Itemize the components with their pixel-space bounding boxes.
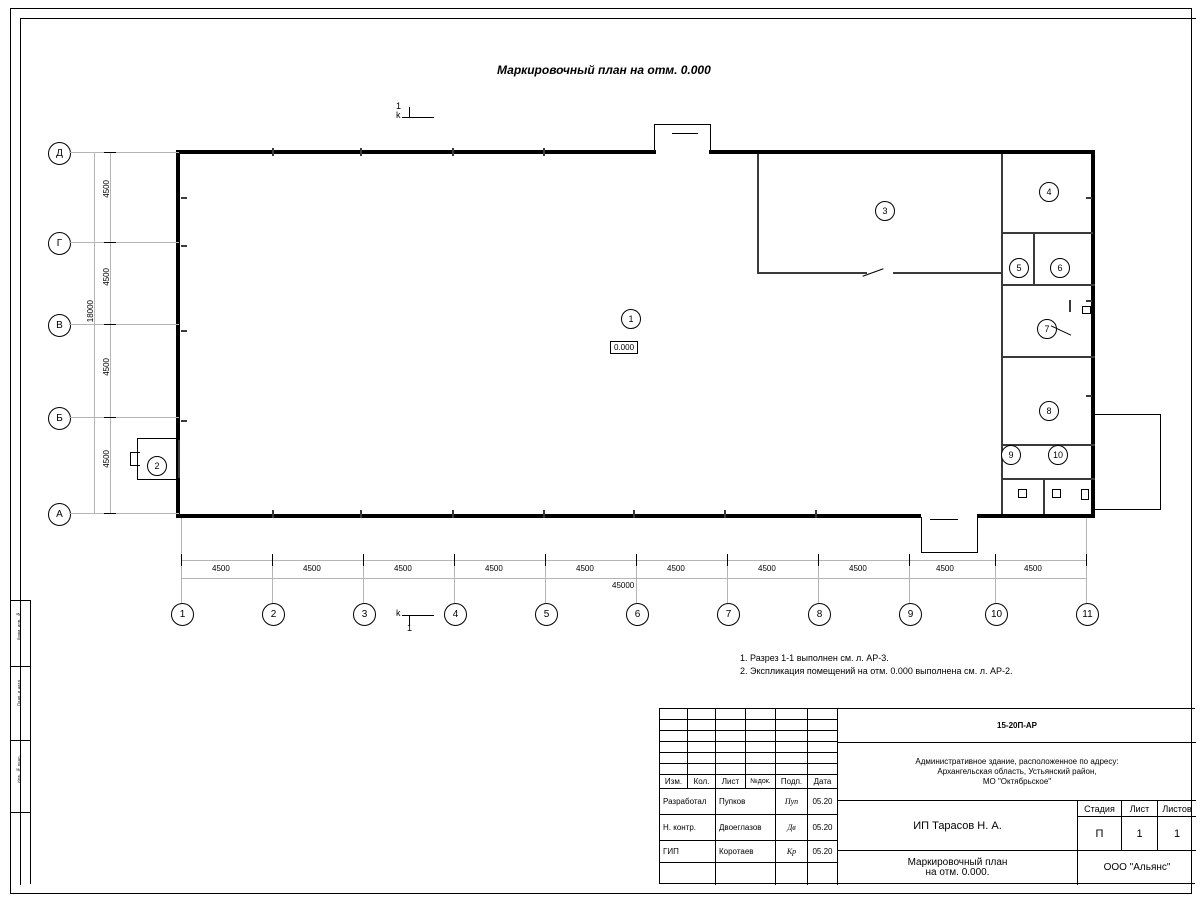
fixture-wc-1: [1018, 489, 1027, 498]
dim-tick-v-0: [104, 152, 116, 153]
dim-tick-v-4: [104, 513, 116, 514]
room-label-5: 5: [1009, 258, 1029, 278]
porch-left-wall: [137, 438, 138, 479]
rev-grid-r0c1: [688, 709, 716, 720]
window-tick-left-2: [181, 245, 187, 247]
axis-circle-3: 3: [353, 603, 376, 626]
axis-line-3: [363, 560, 364, 603]
axis-circle-В: В: [48, 314, 71, 337]
rev-header-podp: Подп.: [776, 775, 808, 789]
role-extra-blank-3: [776, 863, 808, 885]
axis-line-Г: [69, 242, 179, 243]
dim-tick-h-1: [272, 554, 273, 566]
room-label-10: 10: [1048, 445, 1068, 465]
rev-grid-r5c0: [660, 764, 688, 775]
axis-circle-7: 7: [717, 603, 740, 626]
porch-step-2: [130, 465, 140, 466]
company-name: ООО "Альянс": [1103, 862, 1171, 873]
rev-grid-r2c4: [776, 731, 808, 742]
rev-grid-r2c1: [688, 731, 716, 742]
dim-chain-vert-outer: [94, 152, 95, 513]
rev-grid-r3c2: [716, 742, 746, 753]
partition-room7-left: [1001, 286, 1003, 358]
dim-horiz-3: 4500: [485, 564, 503, 573]
rev-grid-r2c0: [660, 731, 688, 742]
axis-line-В: [69, 324, 179, 325]
right-porch-top: [1094, 414, 1161, 415]
window-tick-bot-6: [724, 510, 726, 518]
window-tick-left-4: [181, 420, 187, 422]
side-strip: [10, 600, 31, 884]
dim-tick-h-7: [818, 554, 819, 566]
window-tick-bot-2: [360, 510, 362, 518]
role-0-name: Пупков: [716, 789, 776, 815]
partition-room8-right-notch: [1069, 300, 1071, 312]
partition-room3-bottom2: [893, 272, 1003, 274]
right-porch-bottom: [1094, 509, 1161, 510]
rev-grid-r0c0: [660, 709, 688, 720]
vestibule-bottom-wall: [921, 552, 978, 553]
axis-line-Б: [69, 417, 179, 418]
role-0-date: 05.20: [808, 789, 838, 815]
axis-line-5: [545, 560, 546, 603]
section-line-bottom: [402, 615, 434, 616]
section-mark-top-number: 1: [396, 101, 402, 111]
role-extra-blank-2: [716, 863, 776, 885]
sheet-code: 15-20П-АР: [838, 709, 1196, 743]
vestibule-top-wall: [654, 124, 711, 125]
dim-tick-h-6: [727, 554, 728, 566]
wall-right: [1091, 150, 1095, 518]
section-tick-top: [409, 107, 410, 118]
dim-vert-1: 4500: [102, 268, 111, 286]
object-line-1: Административное здание, расположенное по адресу:: [915, 756, 1119, 766]
axis-circle-4: 4: [444, 603, 467, 626]
rev-grid-r1c4: [776, 720, 808, 731]
dim-vert-2: 4500: [102, 358, 111, 376]
room-label-2: 2: [147, 456, 167, 476]
rev-grid-r1c3: [746, 720, 776, 731]
rev-grid-r0c2: [716, 709, 746, 720]
drawing-name-line-1: Маркировочный план: [907, 857, 1008, 868]
rev-grid-r3c0: [660, 742, 688, 753]
window-tick-top-1: [272, 148, 274, 156]
fixture-wc-2: [1052, 489, 1061, 498]
dim-tick-h-3: [454, 554, 455, 566]
rev-grid-r2c3: [746, 731, 776, 742]
rev-grid-r3c4: [776, 742, 808, 753]
rev-grid-r0c5: [808, 709, 838, 720]
role-extra-blank-4: [808, 863, 838, 885]
rev-grid-r0c3: [746, 709, 776, 720]
partition-room8-left: [1001, 358, 1003, 444]
axis-line-8: [818, 560, 819, 603]
dim-horiz-0: 4500: [212, 564, 230, 573]
room-label-3: 3: [875, 201, 895, 221]
axis-circle-1: 1: [171, 603, 194, 626]
drawing-name-line-2: на отм. 0.000.: [925, 867, 990, 878]
window-tick-top-3: [452, 148, 454, 156]
partition-room3-left: [757, 154, 759, 274]
page-title: Маркировочный план на отм. 0.000: [497, 63, 711, 77]
axis-circle-А: А: [48, 503, 71, 526]
axis-circle-Д: Д: [48, 142, 71, 165]
partition-room3-bottom: [757, 272, 867, 274]
axis-circle-9: 9: [899, 603, 922, 626]
axis-circle-11: 11: [1076, 603, 1099, 626]
room-label-4: 4: [1039, 182, 1059, 202]
window-tick-top-2: [360, 148, 362, 156]
partition-corridor-vert: [1001, 154, 1003, 284]
window-tick-right-3: [1086, 395, 1092, 397]
dim-chain-horiz-inner: [181, 560, 1086, 561]
rev-grid-r4c5: [808, 753, 838, 764]
partition-row-56-bottom: [1001, 284, 1095, 286]
porch-bottom-wall: [137, 479, 179, 480]
section-line-top: [402, 117, 434, 118]
role-1-title: Н. контр.: [660, 815, 716, 841]
axis-circle-6: 6: [626, 603, 649, 626]
axis-line-6: [636, 560, 637, 603]
dim-horiz-9: 4500: [1024, 564, 1042, 573]
axis-line-10: [995, 560, 996, 603]
rev-grid-r4c4: [776, 753, 808, 764]
rev-grid-r3c3: [746, 742, 776, 753]
window-tick-bot-1: [272, 510, 274, 518]
stage-value-list: 1: [1122, 817, 1158, 851]
dim-horiz-6: 4500: [758, 564, 776, 573]
dim-horiz-1: 4500: [303, 564, 321, 573]
stage-value-stadia: П: [1078, 817, 1122, 851]
porch-door: [178, 440, 180, 478]
axis-line-7: [727, 560, 728, 603]
dim-tick-h-8: [909, 554, 910, 566]
rev-grid-r5c4: [776, 764, 808, 775]
drawing-name: [838, 851, 1078, 885]
window-tick-right-1: [1086, 197, 1092, 199]
axis-circle-Г: Г: [48, 232, 71, 255]
fixture-sink: [1081, 489, 1089, 500]
rev-header-kol: Кол.: [688, 775, 716, 789]
level-marker: 0.000: [610, 341, 638, 354]
window-tick-left-3: [181, 330, 187, 332]
object-line-2: Архангельская область, Устьянский район,: [937, 766, 1097, 776]
axis-circle-Б: Б: [48, 407, 71, 430]
side-strip-label-0: Взам. инв. №: [16, 612, 21, 640]
partition-room4-bottom: [1003, 232, 1093, 234]
role-2-date: 05.20: [808, 841, 838, 863]
rev-grid-r4c3: [746, 753, 776, 764]
customer-name: ИП Тарасов Н. А.: [838, 801, 1078, 851]
stage-header-list: Лист: [1122, 801, 1158, 817]
rev-grid-r5c2: [716, 764, 746, 775]
partition-room5-6: [1033, 234, 1035, 284]
stage-value-listov: 1: [1158, 817, 1196, 851]
side-strip-label-1: Подп. и дата: [16, 680, 21, 706]
dim-tick-h-2: [363, 554, 364, 566]
right-porch-right: [1160, 414, 1161, 510]
rev-grid-r4c0: [660, 753, 688, 764]
room-label-1: 1: [621, 309, 641, 329]
partition-room9-10: [1043, 478, 1045, 514]
fixture-small-7: [1082, 306, 1091, 314]
dim-horiz-7: 4500: [849, 564, 867, 573]
rev-grid-r0c4: [776, 709, 808, 720]
role-0-signature: Пуп: [776, 789, 808, 815]
stage-header-stadia: Стадия: [1078, 801, 1122, 817]
role-2-name: Коротаев: [716, 841, 776, 863]
rev-grid-r5c1: [688, 764, 716, 775]
vestibule-top-right-wall: [710, 124, 711, 151]
side-strip-label-2: Инв. № подл.: [16, 755, 21, 784]
object-line-3: МО "Октябрьское": [982, 776, 1052, 786]
dim-horiz-2: 4500: [394, 564, 412, 573]
wall-top-main: [176, 150, 656, 154]
dim-vert-0: 4500: [102, 180, 111, 198]
rev-grid-r2c2: [716, 731, 746, 742]
rev-grid-r4c1: [688, 753, 716, 764]
section-mark-bottom: 1: [407, 623, 413, 633]
rev-grid-r4c2: [716, 753, 746, 764]
window-tick-bot-5: [633, 510, 635, 518]
title-block: [659, 708, 1195, 884]
porch-step-1: [130, 452, 140, 453]
wall-bottom-main: [176, 514, 921, 518]
object-description: [838, 743, 1196, 801]
window-tick-bot-3: [452, 510, 454, 518]
stage-header-listov: Листов: [1158, 801, 1196, 817]
role-2-title: ГИП: [660, 841, 716, 863]
dim-tick-v-1: [104, 242, 116, 243]
dim-tick-h-10: [1086, 554, 1087, 566]
axis-line-4: [454, 560, 455, 603]
window-tick-right-2: [1086, 300, 1092, 302]
partition-room7-bottom: [1003, 356, 1095, 358]
wall-top-right: [709, 150, 1095, 154]
role-1-signature: Дв: [776, 815, 808, 841]
window-tick-top-4: [543, 148, 545, 156]
axis-line-А: [69, 513, 179, 514]
notes-block: [740, 652, 1012, 678]
axis-circle-2: 2: [262, 603, 285, 626]
porch-ramp-edge: [130, 452, 131, 466]
window-tick-left-1: [181, 197, 187, 199]
role-2-signature: Кр: [776, 841, 808, 863]
rev-header-list: Лист: [716, 775, 746, 789]
axis-line-Д: [69, 152, 179, 153]
rev-grid-r1c0: [660, 720, 688, 731]
axis-circle-8: 8: [808, 603, 831, 626]
window-tick-bot-7: [815, 510, 817, 518]
dim-tick-v-3: [104, 417, 116, 418]
wall-bottom-right: [977, 514, 1095, 518]
rev-grid-r2c5: [808, 731, 838, 742]
rev-grid-r5c3: [746, 764, 776, 775]
role-1-date: 05.20: [808, 815, 838, 841]
role-0-title: Разработал: [660, 789, 716, 815]
rev-header-izm: Изм.: [660, 775, 688, 789]
dim-tick-h-9: [995, 554, 996, 566]
dim-tick-h-4: [545, 554, 546, 566]
axis-line-2: [272, 560, 273, 603]
rev-grid-r1c2: [716, 720, 746, 731]
room-label-9: 9: [1001, 445, 1021, 465]
rev-grid-r1c1: [688, 720, 716, 731]
dim-vert-total: 18000: [86, 300, 95, 323]
door-opening-bottom: [930, 519, 958, 520]
rev-grid-r3c1: [688, 742, 716, 753]
room-label-7: 7: [1037, 319, 1057, 339]
rev-grid-r5c5: [808, 764, 838, 775]
dim-tick-h-5: [636, 554, 637, 566]
dim-vert-3: 4500: [102, 450, 111, 468]
axis-circle-10: 10: [985, 603, 1008, 626]
dim-horiz-4: 4500: [576, 564, 594, 573]
vestibule-bottom-right-wall: [977, 517, 978, 553]
rev-header-data: Дата: [808, 775, 838, 789]
door-opening-top: [672, 133, 698, 134]
rev-grid-r1c5: [808, 720, 838, 731]
role-1-name: Двоеглазов: [716, 815, 776, 841]
porch-top-wall: [137, 438, 179, 439]
dim-tick-v-2: [104, 324, 116, 325]
note-line-1: 1. Разрез 1-1 выполнен см. л. АР-3.: [740, 653, 889, 663]
role-extra-blank-1: [660, 863, 716, 885]
dim-chain-horiz-outer: [181, 578, 1086, 579]
section-arrow-top: k: [396, 110, 401, 120]
axis-line-9: [909, 560, 910, 603]
dim-horiz-5: 4500: [667, 564, 685, 573]
vestibule-top-left-wall: [654, 124, 655, 151]
note-line-2: 2. Экспликация помещений на отм. 0.000 выполнена см. л. АР-2.: [740, 666, 1013, 676]
vestibule-bottom-left-wall: [921, 517, 922, 553]
rev-grid-r3c5: [808, 742, 838, 753]
axis-circle-5: 5: [535, 603, 558, 626]
dim-horiz-total: 45000: [612, 581, 635, 590]
dim-horiz-8: 4500: [936, 564, 954, 573]
section-arrow-bottom: k: [396, 608, 401, 618]
dim-tick-h-0: [181, 554, 182, 566]
rev-header-ndok: №док.: [746, 775, 776, 789]
partition-wc-top: [1001, 478, 1095, 480]
room-label-8: 8: [1039, 401, 1059, 421]
room-label-6: 6: [1050, 258, 1070, 278]
window-tick-bot-4: [543, 510, 545, 518]
